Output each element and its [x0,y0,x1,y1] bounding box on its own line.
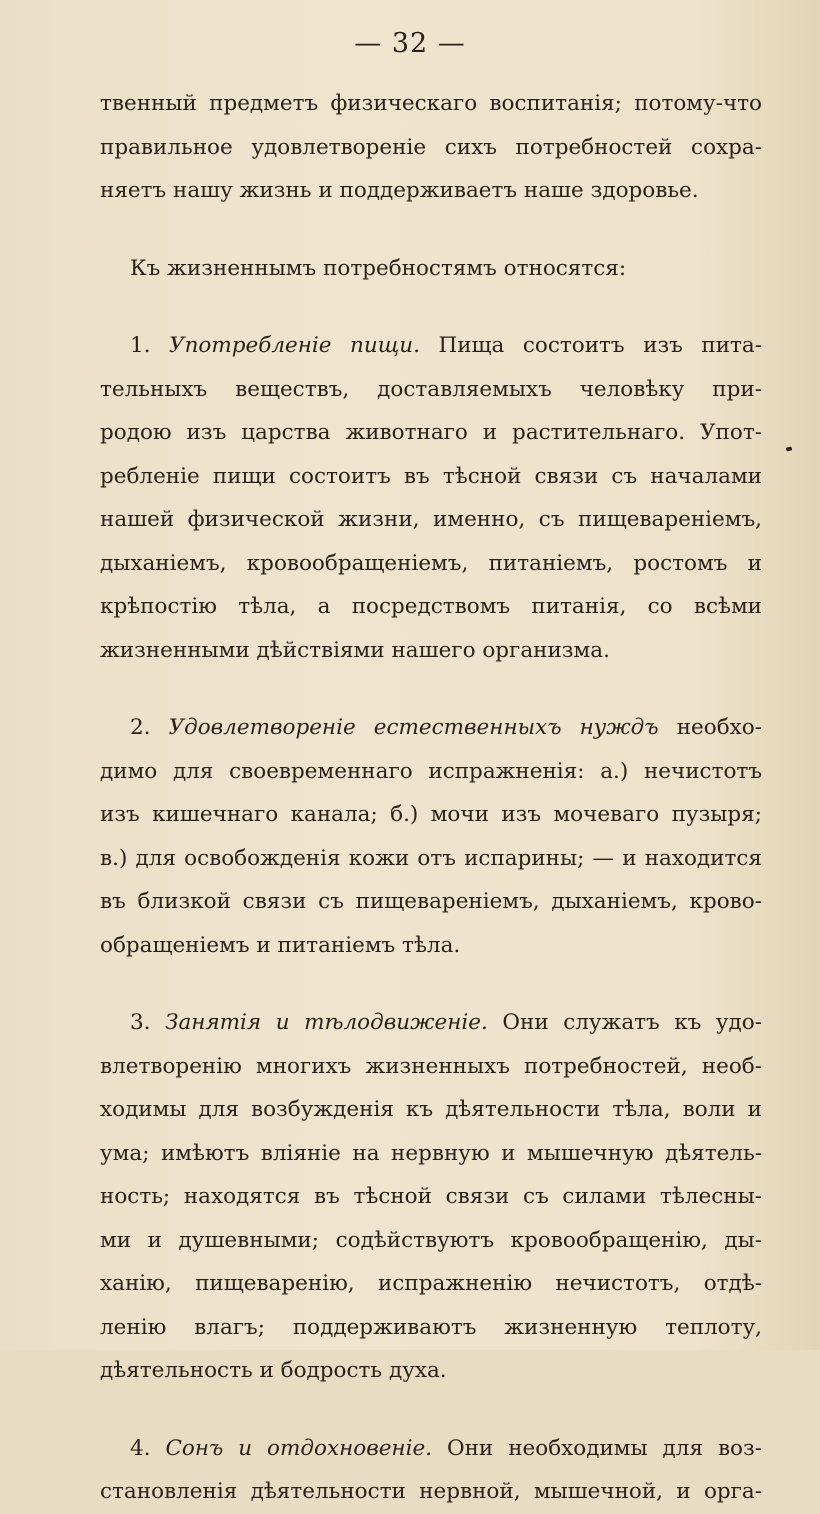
text-line: ума; имѣютъ вліяніе на нервную и мышечную дѣятель- [100,1140,762,1166]
text-line: дѣятельность и бодрость духа. [100,1358,447,1383]
text-line: димо для своевременнаго испражненія: а.) нечистотъ [100,758,762,784]
text-line: влетворенію многихъ жизненныхъ потребностей, необ- [100,1053,762,1079]
section-2-title: Удовлетвореніе естественныхъ нуждъ [168,715,659,740]
text-line: няетъ нашу жизнь и поддерживаетъ наше здоровье. [100,178,699,203]
text-line: твенный предметъ физическаго воспитанія; потому-что [100,91,762,116]
text-line: ребленіе пищи состоитъ въ тѣсной связи съ началами [100,463,762,489]
text-line: изъ кишечнаго канала; б.) мочи изъ мочеваго пузыря; [100,802,762,827]
text-line: жизненными дѣйствіями нашего организма. [100,637,610,663]
section-2-number: 2. [130,715,151,740]
text-fragment: Они необходимы для воз- [446,1435,762,1461]
text-line: родою изъ царства животнаго и растительнаго. Упот- [100,420,762,445]
page-number: — 32 — [354,28,466,59]
text-fragment: необхо- [676,715,762,740]
text-line: нашей физической жизни, именно, съ пищевареніемъ, [100,507,762,532]
text-line: становленія дѣятельности нервной, мышечной, и орга- [100,1479,762,1504]
section-heading: Къ жизненнымъ потребностямъ относятся: [130,255,627,281]
section-2-first-line [100,706,762,750]
text-line: ми и душевными; содѣйствуютъ кровообращенію, ды- [100,1227,762,1253]
text-line: ханію, пищеваренію, испражненію нечистотъ, отдѣ- [100,1271,762,1296]
section-3-first-line [100,1001,762,1045]
text-line: обращеніемъ и питаніемъ тѣла. [100,932,461,958]
text-line: дыханіемъ, кровообращеніемъ, питаніемъ, ростомъ и [100,550,762,576]
section-4-first-line [100,1427,762,1471]
text-line: крѣпостію тѣла, а посредствомъ питанія, со всѣми [100,594,762,619]
text-line: въ близкой связи съ пищевареніемъ, дыханіемъ, крово- [100,889,762,914]
text-line: в.) для освобожденія кожи отъ испарины; — и находится [100,845,762,871]
text-line: правильное удовлетвореніе сихъ потребностей сохра- [100,134,762,160]
section-1-title: Употребленіе пищи. [169,333,420,358]
text-fragment: Пища состоитъ изъ пита- [438,333,762,358]
body-text [100,82,762,1514]
ink-speck [786,447,793,452]
text-line: ходимы для возбужденія къ дѣятельности тѣла, воли и [100,1097,762,1122]
section-1-first-line [100,324,762,368]
section-4-title: Сонъ и отдохновеніе. [165,1435,433,1461]
section-4-number: 4. [130,1435,151,1461]
section-1-number: 1. [130,333,151,358]
section-3-number: 3. [130,1010,151,1035]
text-line: ленію влагъ; поддерживаютъ жизненную теплоту, [100,1314,762,1340]
text-line: тельныхъ веществъ, доставляемыхъ человѣку при- [100,376,762,402]
section-3-title: Занятія и тѣлодвиженіе. [165,1010,488,1035]
text-fragment: Они служатъ къ удо- [502,1010,762,1035]
text-line: ность; находятся въ тѣсной связи съ силами тѣлесны- [100,1184,762,1209]
